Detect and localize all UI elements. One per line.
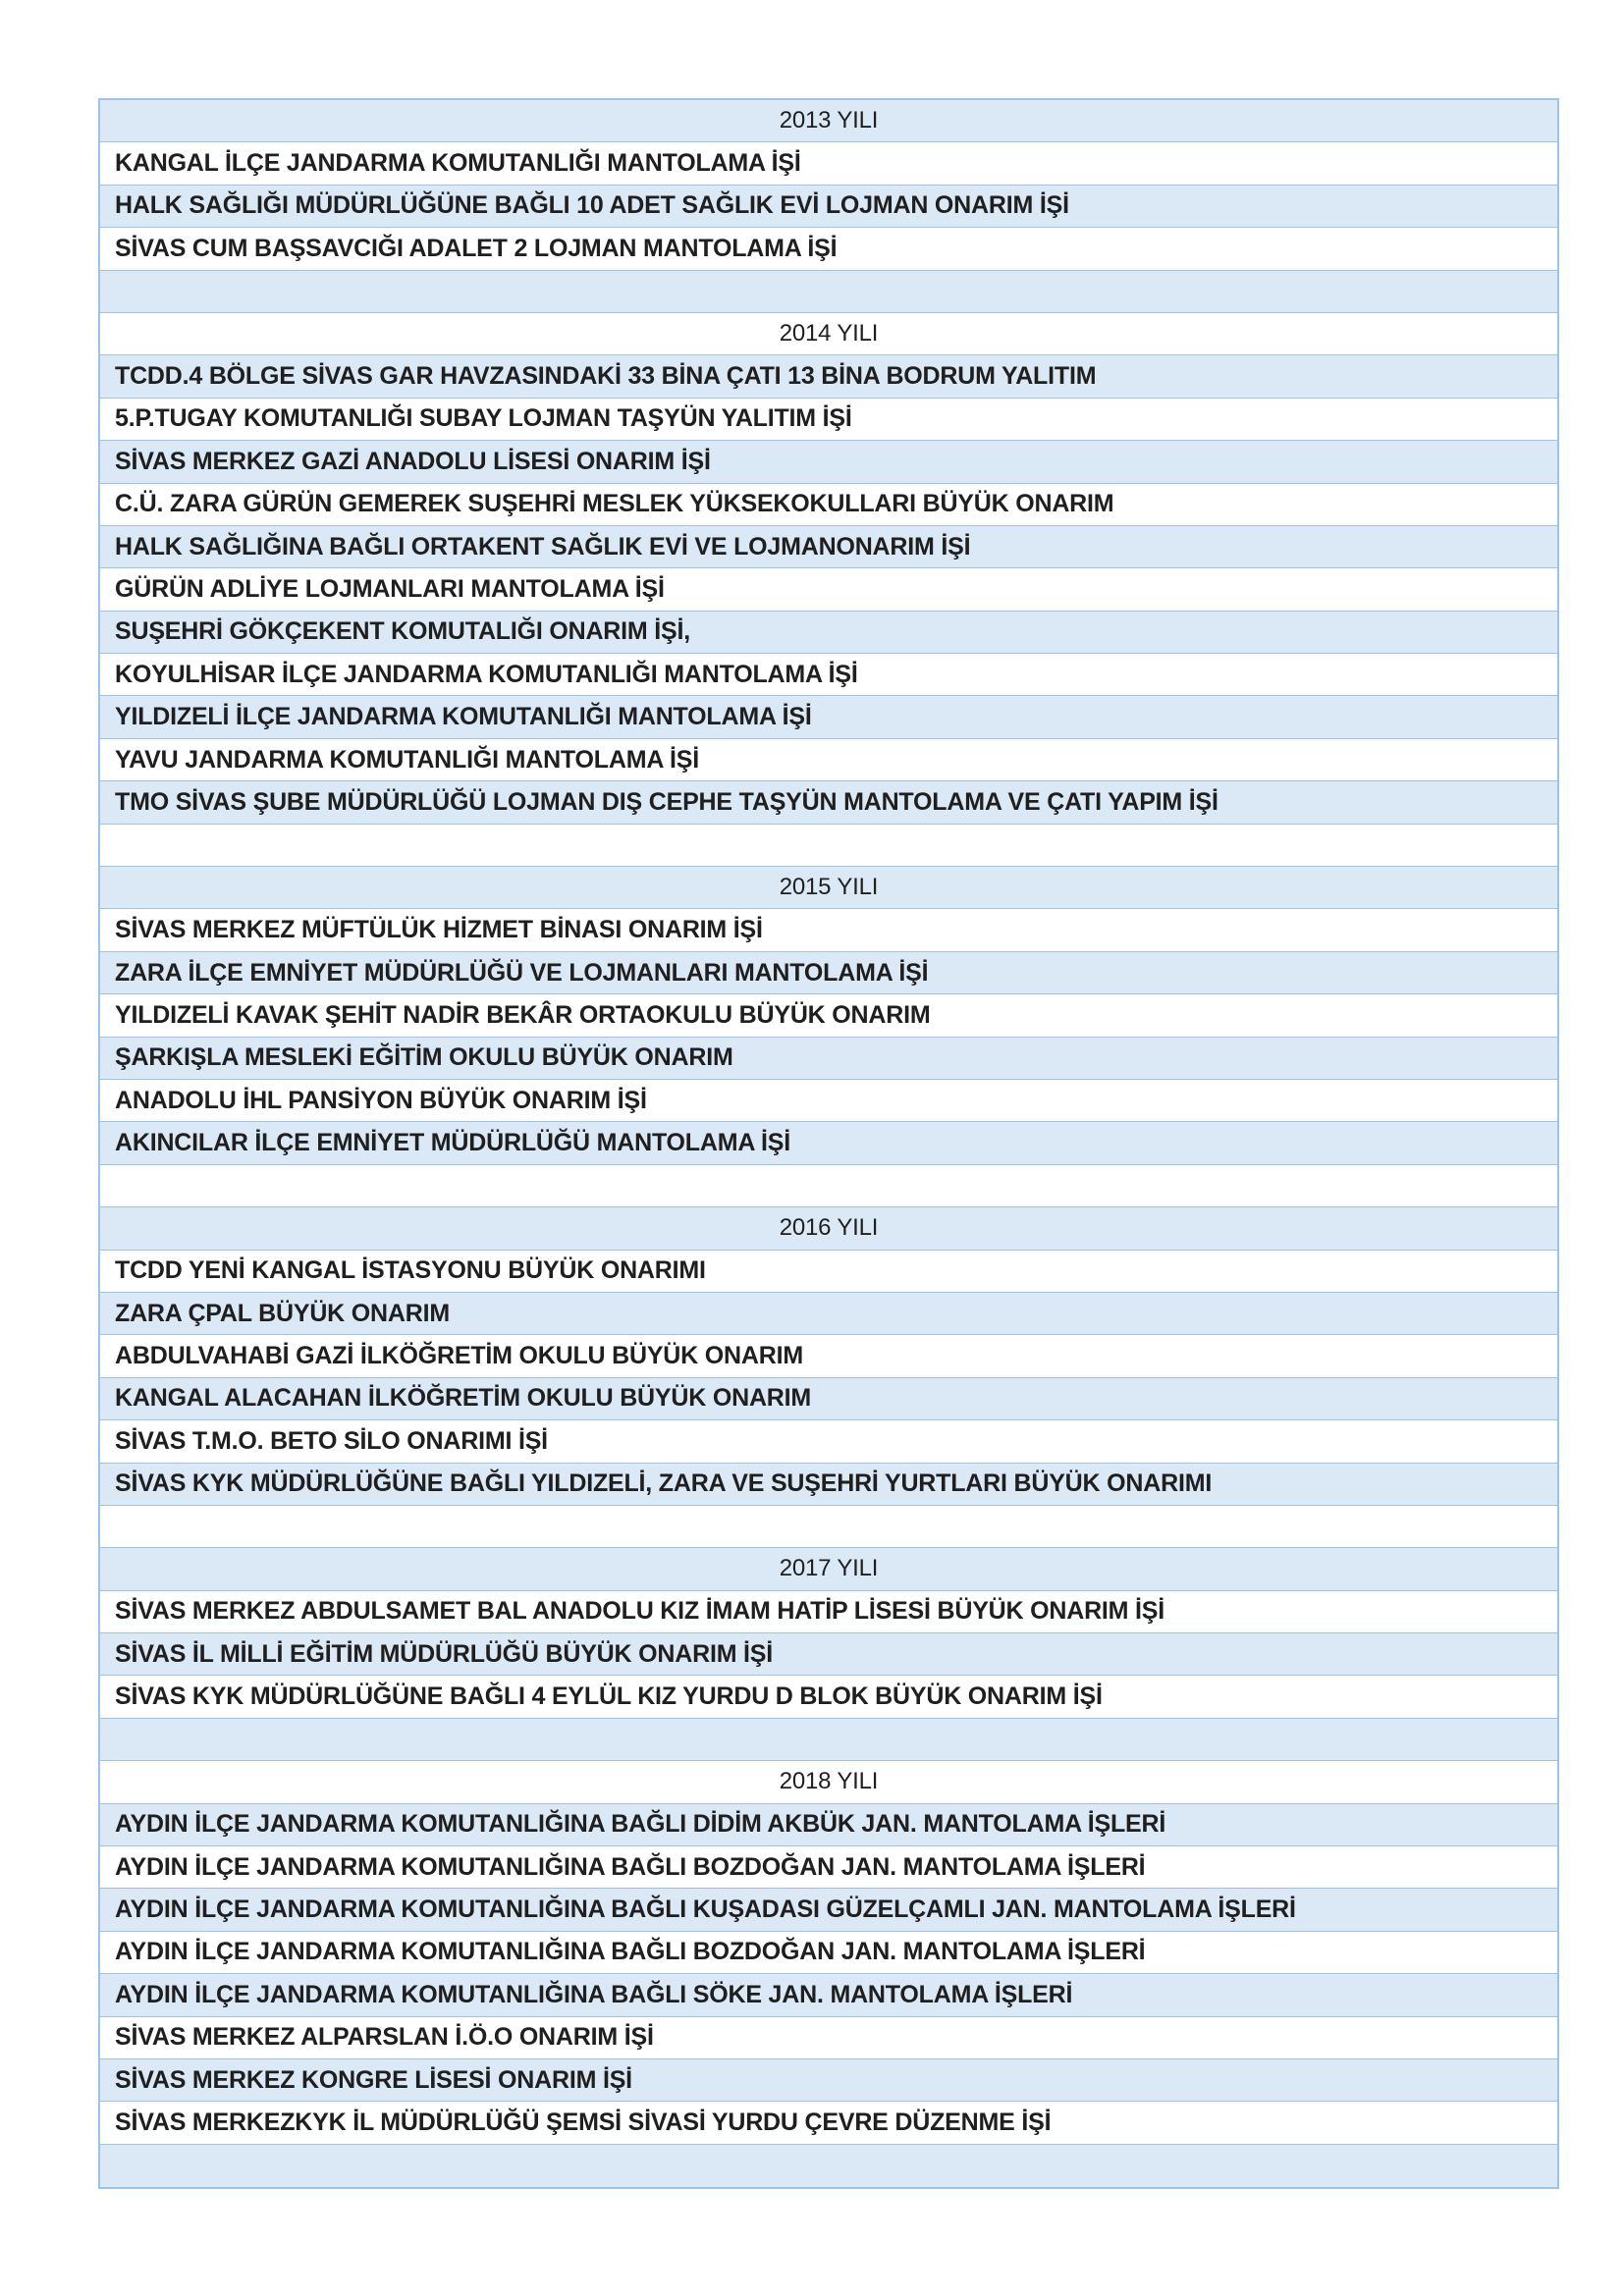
- year-header-2017: 2017 YILI: [100, 1548, 1557, 1590]
- empty-row: [100, 1165, 1557, 1207]
- table-row: TMO SİVAS ŞUBE MÜDÜRLÜĞÜ LOJMAN DIŞ CEPHE TAŞYÜN MANTOLAMA VE ÇATI YAPIM İŞİ: [100, 781, 1557, 824]
- table-row: ZARA ÇPAL BÜYÜK ONARIM: [100, 1293, 1557, 1335]
- year-header-2016: 2016 YILI: [100, 1207, 1557, 1250]
- empty-row: [100, 271, 1557, 313]
- table-row: KANGAL İLÇE JANDARMA KOMUTANLIĞI MANTOLAMA İŞİ: [100, 142, 1557, 185]
- table-row: SUŞEHRİ GÖKÇEKENT KOMUTALIĞI ONARIM İŞİ,: [100, 612, 1557, 654]
- table-row: SİVAS MERKEZKYK İL MÜDÜRLÜĞÜ ŞEMSİ SİVASİ YURDU ÇEVRE DÜZENME İŞİ: [100, 2102, 1557, 2144]
- table-row: AYDIN İLÇE JANDARMA KOMUTANLIĞINA BAĞLI BOZDOĞAN JAN. MANTOLAMA İŞLERİ: [100, 1846, 1557, 1889]
- empty-row: [100, 2145, 1557, 2187]
- table-row: AKINCILAR İLÇE EMNİYET MÜDÜRLÜĞÜ MANTOLAMA İŞİ: [100, 1122, 1557, 1164]
- table-row: 5.P.TUGAY KOMUTANLIĞI SUBAY LOJMAN TAŞYÜN YALITIM İŞİ: [100, 399, 1557, 441]
- table-row: HALK SAĞLIĞINA BAĞLI ORTAKENT SAĞLIK EVİ VE LOJMANONARIM İŞİ: [100, 526, 1557, 568]
- table-row: SİVAS MERKEZ MÜFTÜLÜK HİZMET BİNASI ONARIM İŞİ: [100, 909, 1557, 951]
- table-row: SİVAS MERKEZ ALPARSLAN İ.Ö.O ONARIM İŞİ: [100, 2017, 1557, 2059]
- table-row: ANADOLU İHL PANSİYON BÜYÜK ONARIM İŞİ: [100, 1080, 1557, 1122]
- table-row: AYDIN İLÇE JANDARMA KOMUTANLIĞINA BAĞLI SÖKE JAN. MANTOLAMA İŞLERİ: [100, 1974, 1557, 2016]
- empty-row: [100, 1506, 1557, 1548]
- table-row: GÜRÜN ADLİYE LOJMANLARI MANTOLAMA İŞİ: [100, 568, 1557, 611]
- table-row: SİVAS CUM BAŞSAVCIĞI ADALET 2 LOJMAN MANTOLAMA İŞİ: [100, 228, 1557, 270]
- table-row: AYDIN İLÇE JANDARMA KOMUTANLIĞINA BAĞLI DİDİM AKBÜK JAN. MANTOLAMA İŞLERİ: [100, 1804, 1557, 1846]
- table-row: AYDIN İLÇE JANDARMA KOMUTANLIĞINA BAĞLI BOZDOĞAN JAN. MANTOLAMA İŞLERİ: [100, 1932, 1557, 1974]
- year-header-2013: 2013 YILI: [100, 100, 1557, 142]
- table-row: HALK SAĞLIĞI MÜDÜRLÜĞÜNE BAĞLI 10 ADET SAĞLIK EVİ LOJMAN ONARIM İŞİ: [100, 186, 1557, 228]
- empty-row: [100, 1719, 1557, 1761]
- table-row: ŞARKIŞLA MESLEKİ EĞİTİM OKULU BÜYÜK ONARIM: [100, 1038, 1557, 1080]
- table-row: YAVU JANDARMA KOMUTANLIĞI MANTOLAMA İŞİ: [100, 739, 1557, 781]
- table-row: ABDULVAHABİ GAZİ İLKÖĞRETİM OKULU BÜYÜK ONARIM: [100, 1335, 1557, 1377]
- table-row: SİVAS MERKEZ GAZİ ANADOLU LİSESİ ONARIM İŞİ: [100, 441, 1557, 483]
- table-row: TCDD YENİ KANGAL İSTASYONU BÜYÜK ONARIMI: [100, 1251, 1557, 1293]
- projects-table: [98, 98, 1559, 2189]
- table-row: KANGAL ALACAHAN İLKÖĞRETİM OKULU BÜYÜK ONARIM: [100, 1378, 1557, 1420]
- table-row: C.Ü. ZARA GÜRÜN GEMEREK SUŞEHRİ MESLEK YÜKSEKOKULLARI BÜYÜK ONARIM: [100, 484, 1557, 526]
- table-row: YILDIZELİ KAVAK ŞEHİT NADİR BEKÂR ORTAOKULU BÜYÜK ONARIM: [100, 994, 1557, 1037]
- year-header-2015: 2015 YILI: [100, 867, 1557, 909]
- table-row: TCDD.4 BÖLGE SİVAS GAR HAVZASINDAKİ 33 BİNA ÇATI 13 BİNA BODRUM YALITIM: [100, 355, 1557, 398]
- table-row: SİVAS KYK MÜDÜRLÜĞÜNE BAĞLI 4 EYLÜL KIZ YURDU D BLOK BÜYÜK ONARIM İŞİ: [100, 1676, 1557, 1718]
- table-row: SİVAS MERKEZ KONGRE LİSESİ ONARIM İŞİ: [100, 2059, 1557, 2102]
- year-header-2014: 2014 YILI: [100, 313, 1557, 355]
- table-row: YILDIZELİ İLÇE JANDARMA KOMUTANLIĞI MANTOLAMA İŞİ: [100, 696, 1557, 738]
- table-row: SİVAS İL MİLLİ EĞİTİM MÜDÜRLÜĞÜ BÜYÜK ONARIM İŞİ: [100, 1633, 1557, 1676]
- table-row: AYDIN İLÇE JANDARMA KOMUTANLIĞINA BAĞLI KUŞADASI GÜZELÇAMLI JAN. MANTOLAMA İŞLERİ: [100, 1889, 1557, 1931]
- table-row: SİVAS KYK MÜDÜRLÜĞÜNE BAĞLI YILDIZELİ, ZARA VE SUŞEHRİ YURTLARI BÜYÜK ONARIMI: [100, 1464, 1557, 1506]
- table-row: SİVAS MERKEZ ABDULSAMET BAL ANADOLU KIZ İMAM HATİP LİSESİ BÜYÜK ONARIM İŞİ: [100, 1591, 1557, 1633]
- year-header-2018: 2018 YILI: [100, 1761, 1557, 1803]
- table-row: KOYULHİSAR İLÇE JANDARMA KOMUTANLIĞI MANTOLAMA İŞİ: [100, 654, 1557, 696]
- empty-row: [100, 825, 1557, 867]
- table-row: SİVAS T.M.O. BETO SİLO ONARIMI İŞİ: [100, 1420, 1557, 1463]
- table-row: ZARA İLÇE EMNİYET MÜDÜRLÜĞÜ VE LOJMANLARI MANTOLAMA İŞİ: [100, 952, 1557, 994]
